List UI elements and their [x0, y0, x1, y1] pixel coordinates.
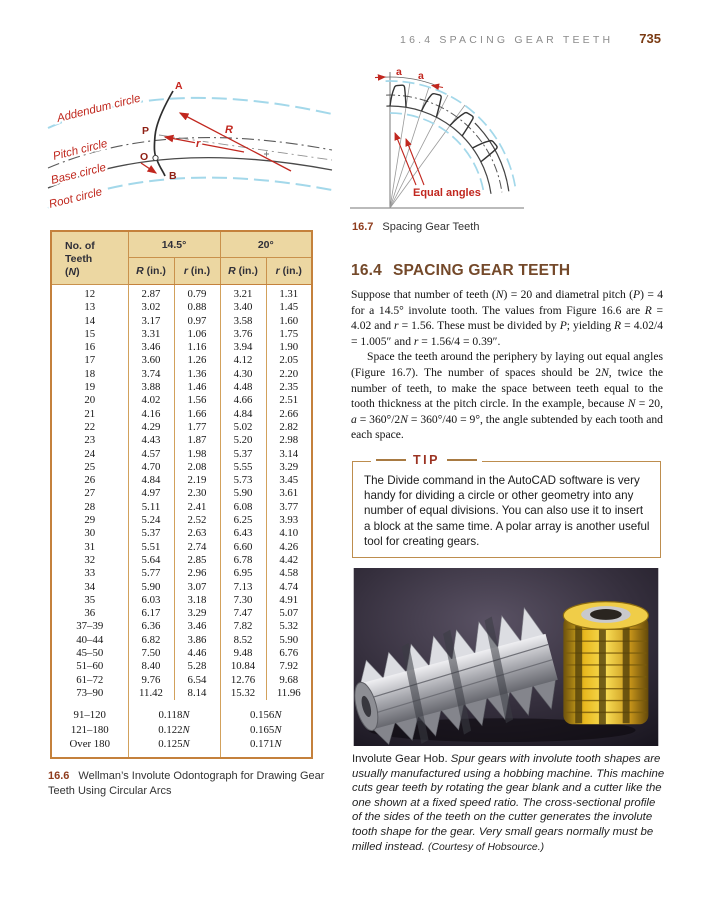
radius-r-arrow: [165, 137, 244, 152]
table-row: 20 4.02 1.56 4.66 2.51: [51, 394, 312, 407]
point-o-label: O: [140, 151, 149, 163]
table-header: [51, 231, 312, 285]
table-row: 27 4.97 2.30 5.90 3.61: [51, 487, 312, 500]
table-row: 61–72 9.76 6.54 12.76 9.68: [51, 674, 312, 687]
figure-16-7-caption: 16.7 Spacing Gear Teeth: [352, 221, 480, 233]
running-head: [400, 31, 661, 46]
root-circle-label: Root circle: [47, 186, 104, 211]
header-r-145: r (in.): [174, 258, 220, 285]
table-row: 40–44 6.82 3.86 8.52 5.90: [51, 634, 312, 647]
radius-r-label: r: [196, 138, 201, 150]
table-row: 22 4.29 1.77 5.02 2.82: [51, 421, 312, 434]
section-number: 16.4: [351, 262, 382, 279]
figure-spacing-gear-teeth: [350, 66, 526, 216]
gold-hob: [563, 602, 648, 725]
table-row: 51–60 8.40 5.28 10.84 7.92: [51, 660, 312, 673]
table-row: 33 5.77 2.96 6.95 4.58: [51, 567, 312, 580]
pitch-arc: [386, 95, 502, 192]
gear-hob-photo: [352, 568, 660, 746]
point-a-label: A: [175, 80, 183, 92]
table-row: 17 3.60 1.26 4.12 2.05: [51, 354, 312, 367]
paragraph-1: Suppose that number of teeth (N) = 20 and diametral pitch (P) = 4 for a 14.5° involute tooth. The values from Figure 16.6 are R = 4.02 and r = 1.56. These must be divided by P; yielding R = 4.02/4 = 1.005″ and r = 1.56/4 = 0.39″.: [351, 288, 664, 348]
odontograph-table-body: [51, 285, 312, 759]
header-group-14-5: 14.5°: [128, 231, 220, 258]
header-no-of-teeth: No. of Teeth (N): [51, 231, 128, 285]
table-row: 36 6.17 3.29 7.47 5.07: [51, 607, 312, 620]
angle-a1-label: a: [396, 66, 402, 78]
equal-angles-label: Equal angles: [413, 187, 481, 199]
table-row: 37–39 6.36 3.46 7.82 5.32: [51, 620, 312, 633]
table-row: 30 5.37 2.63 6.43 4.10: [51, 527, 312, 540]
header-R-20: R (in.): [220, 258, 266, 285]
paragraph-2: Space the teeth around the periphery by laying out equal angles (Figure 16.7). The number of spaces should be 2N, twice the number of teeth, to make the space between teeth equal to the tooth thickness at the pitch circle. In the example, because N = 20, a = 360°/2N = 360°/40 = 9°, the angle subtended by each tooth and each space.: [351, 350, 664, 442]
table-row: 31 5.51 2.74 6.60 4.26: [51, 541, 312, 554]
section-body: [351, 287, 663, 443]
header-group-20: 20°: [220, 231, 312, 258]
angle-annotation: [375, 66, 443, 88]
table-row: 16 3.46 1.16 3.94 1.90: [51, 341, 312, 354]
header-r-20: r (in.): [266, 258, 312, 285]
table-row: 13 3.02 0.88 3.40 1.45: [51, 301, 312, 314]
base-circle-label: Base circle: [49, 161, 108, 187]
addendum-circle-label: Addendum circle: [55, 92, 142, 125]
point-b-arrow: [141, 163, 156, 173]
radius-R-label: R: [225, 124, 233, 136]
table-row: 15 3.31 1.06 3.76 1.75: [51, 328, 312, 341]
angle-a2-label: a: [418, 70, 424, 82]
table-row: 25 4.70 2.08 5.55 3.29: [51, 461, 312, 474]
table-row: 26 4.84 2.19 5.73 3.45: [51, 474, 312, 487]
figure-16-7-number: 16.7: [352, 221, 374, 233]
table-row: 12 2.87 0.79 3.21 1.31: [51, 285, 312, 302]
point-b-label: B: [169, 170, 177, 182]
table-span-row: 91–120 0.118N 0.156N: [51, 700, 312, 722]
page-number: 735: [639, 31, 661, 46]
figure-gear-circles: [44, 78, 336, 216]
tip-title: TIP: [371, 453, 482, 467]
table-row: 18 3.74 1.36 4.30 2.20: [51, 368, 312, 381]
figure-16-6-number: 16.6: [48, 770, 70, 782]
point-p-label: P: [142, 125, 150, 137]
running-title: 16.4 SPACING GEAR TEETH: [400, 34, 614, 46]
dimension-arrows: [141, 113, 291, 173]
table-span-row: 121–180 0.122N 0.165N: [51, 723, 312, 737]
angle-arrow-right: [432, 86, 443, 88]
table-row: 32 5.64 2.85 6.78 4.42: [51, 554, 312, 567]
tip-box: [352, 453, 661, 558]
table-row: 34 5.90 3.07 7.13 4.74: [51, 581, 312, 594]
table-row: 73–90 11.42 8.14 15.32 11.96: [51, 687, 312, 700]
table-row: 19 3.88 1.46 4.48 2.35: [51, 381, 312, 394]
section-heading: [351, 262, 570, 280]
photo-caption: Involute Gear Hob. Spur gears with involute tooth shapes are usually manufactured using a hobbing machine. This machine cuts gear teeth by rotating the gear blank and a cutter like the one shown at a fixed speed ratio. The cross-sectional profile of the sides of the teeth on the cutter generates the involute tooth shape for the gear. Very small gears normally must be milled instead. (Courtesy of Hobsource.): [352, 753, 665, 853]
table-row: 23 4.43 1.87 5.20 2.98: [51, 434, 312, 447]
section-title: SPACING GEAR TEETH: [392, 262, 571, 279]
figure-16-6-caption: 16.6 Wellman’s Involute Odontograph for Drawing Gear Teeth Using Circular Arcs: [48, 770, 325, 797]
table-row: 14 3.17 0.97 3.58 1.60: [51, 315, 312, 328]
table-row: 35 6.03 3.18 7.30 4.91: [51, 594, 312, 607]
table-row: 45–50 7.50 4.46 9.48 6.76: [51, 647, 312, 660]
tip-text: The Divide command in the AutoCAD software is very handy for dividing a circle or other geometry into any number of equal divisions. You can also use it to insert a block at the same time. A polar array is another useful tool for creating gears.: [364, 474, 650, 548]
table-row: 28 5.11 2.41 6.08 3.77: [51, 501, 312, 514]
odontograph-table: [50, 230, 313, 759]
pitch-circle-label: Pitch circle: [51, 137, 109, 163]
table-row: 24 4.57 1.98 5.37 3.14: [51, 448, 312, 461]
inner-cyan-arc: [390, 113, 484, 195]
point-o-marker: [153, 155, 158, 160]
table-row: 21 4.16 1.66 4.84 2.66: [51, 408, 312, 421]
table-row: 29 5.24 2.52 6.25 3.93: [51, 514, 312, 527]
tooth-profile-curve: [154, 91, 173, 176]
header-R-145: R (in.): [128, 258, 174, 285]
table-span-row: Over 180 0.125N 0.171N: [51, 737, 312, 758]
angle-arrow-left: [375, 77, 385, 78]
